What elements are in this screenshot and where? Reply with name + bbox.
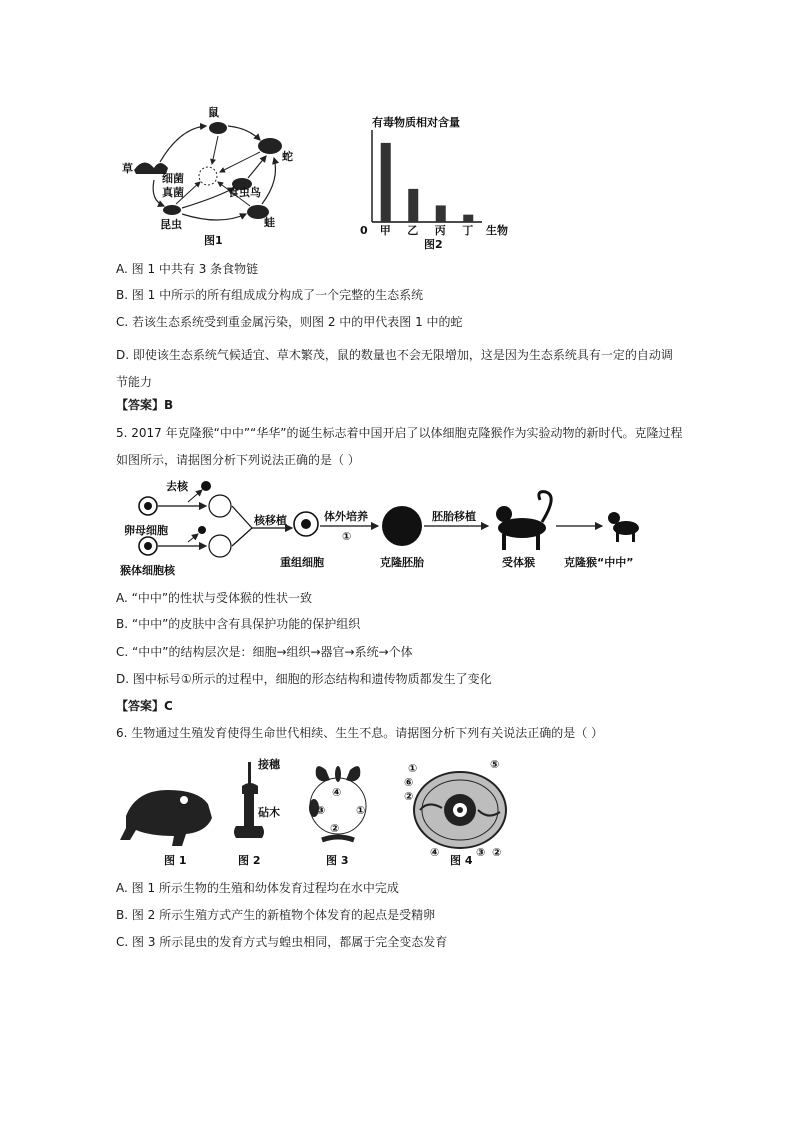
label-rootstock: 砧木 bbox=[258, 806, 280, 819]
label-mouse: 鼠 bbox=[208, 106, 219, 119]
reproduction-figures bbox=[120, 756, 530, 868]
label-scion: 接穗 bbox=[258, 758, 280, 771]
q5-option-c: C. “中中”的结构层次是：细胞→组织→器官→系统→个体 bbox=[116, 645, 413, 659]
q6-option-b: B. 图 2 所示生殖方式产生的新植物个体发育的起点是受精卵 bbox=[116, 908, 436, 922]
label-insect: 昆虫 bbox=[160, 218, 182, 231]
tick-label-0: 甲 bbox=[379, 224, 391, 237]
svg-text:④: ④ bbox=[430, 846, 440, 859]
bird-egg-figure bbox=[404, 758, 506, 859]
label-recombinant-cell: 重组细胞 bbox=[280, 556, 324, 569]
fig2-caption: 图2 bbox=[424, 238, 443, 250]
fig3-label: 图 3 bbox=[326, 854, 349, 867]
label-egg-cell: 卵母细胞 bbox=[124, 524, 168, 537]
tick-label-2: 丙 bbox=[434, 224, 446, 237]
tick-label-1: 乙 bbox=[407, 224, 419, 237]
bar-0 bbox=[381, 143, 391, 222]
decomposer-shape bbox=[199, 167, 217, 185]
q4-option-b: B. 图 1 中所示的所有组成成分构成了一个完整的生态系统 bbox=[116, 288, 424, 302]
q5-answer: 【答案】C bbox=[116, 699, 173, 713]
label-bacteria: 细菌 bbox=[162, 172, 184, 185]
q6-option-a: A. 图 1 所示生物的生殖和幼体发育过程均在水中完成 bbox=[116, 881, 399, 895]
label-bird: 食虫鸟 bbox=[228, 186, 261, 199]
snake-shape bbox=[258, 138, 282, 154]
fig1-label: 图 1 bbox=[164, 854, 187, 867]
q5-stem: 5. 2017 年克隆猴“中中”“华华”的诞生标志着中国开启了以体细胞克隆猴作为实验动物的新时代。克隆过程如图所示，请据图分析下列说法正确的是（ ） bbox=[116, 426, 683, 467]
q5-option-b: B. “中中”的皮肤中含有具保护功能的保护组织 bbox=[116, 617, 361, 631]
label-frog: 蛙 bbox=[264, 216, 275, 229]
svg-text:①: ① bbox=[356, 804, 366, 817]
q5-option-a: A. “中中”的性状与受体猴的性状一致 bbox=[116, 591, 313, 605]
svg-text:④: ④ bbox=[332, 786, 342, 799]
food-web-diagram bbox=[120, 100, 310, 248]
bar-2 bbox=[436, 205, 446, 222]
q4-option-d: D. 即使该生态系统气候适宜、草木繁茂，鼠的数量也不会无限增加，这是因为生态系统具有一定的自动调节能力 bbox=[116, 348, 673, 389]
svg-text:⑤: ⑤ bbox=[490, 758, 500, 771]
q4-answer: 【答案】B bbox=[116, 398, 174, 412]
insect-life-cycle-figure bbox=[309, 766, 366, 840]
q6-stem: 6. 生物通过生殖发育使得生命世代相续、生生不息。请据图分析下列有关说法正确的是（ ） bbox=[116, 726, 604, 740]
tick-label-3: 丁 bbox=[462, 224, 474, 237]
label-remove-nucleus: 去核 bbox=[166, 480, 188, 493]
fig1-caption: 图1 bbox=[204, 234, 223, 247]
label-recipient: 受体猴 bbox=[502, 556, 535, 569]
svg-text:②: ② bbox=[492, 846, 502, 859]
label-grass: 草 bbox=[122, 162, 133, 175]
chart-origin: 0 bbox=[360, 224, 368, 237]
q4-option-c: C. 若该生态系统受到重金属污染，则图 2 中的甲代表图 1 中的蛇 bbox=[116, 315, 463, 329]
insect-shape bbox=[163, 205, 181, 215]
enucleated-cell-shape bbox=[209, 495, 231, 517]
label-fungi: 真菌 bbox=[162, 186, 184, 199]
frog-figure bbox=[120, 790, 212, 846]
svg-text:⑥: ⑥ bbox=[404, 776, 414, 789]
chart-ylabel: 有毒物质相对含量 bbox=[372, 116, 460, 129]
bar-1 bbox=[408, 189, 418, 222]
q5-option-d: D. 图中标号①所示的过程中，细胞的形态结构和遗传物质都发生了变化 bbox=[116, 672, 492, 686]
fig4-label: 图 4 bbox=[450, 854, 473, 867]
recipient-monkey-shape bbox=[496, 492, 551, 550]
svg-text:①: ① bbox=[408, 762, 418, 775]
svg-text:③: ③ bbox=[316, 804, 326, 817]
mouse-shape bbox=[209, 122, 227, 134]
label-circle-1: ① bbox=[342, 530, 352, 543]
label-snake: 蛇 bbox=[282, 150, 293, 163]
label-culture: 体外培养 bbox=[324, 510, 368, 523]
label-nuclear-transfer: 核移植 bbox=[254, 514, 287, 527]
q6-option-c: C. 图 3 所示昆虫的发育方式与蝗虫相同，都属于完全变态发育 bbox=[116, 935, 448, 949]
q4-option-a: A. 图 1 中共有 3 条食物链 bbox=[116, 262, 259, 276]
chart-xlabel: 生物 bbox=[486, 224, 508, 237]
toxin-bar-chart bbox=[358, 112, 518, 250]
nucleus-removed-shape bbox=[201, 481, 211, 491]
cloned-embryo-shape bbox=[382, 506, 422, 546]
clone-monkey-shape bbox=[608, 512, 639, 542]
label-clone: 克隆猴“中中” bbox=[564, 556, 634, 569]
grafting-figure bbox=[234, 762, 264, 838]
cloning-process-diagram bbox=[118, 476, 658, 584]
label-somatic-nucleus: 猴体细胞核 bbox=[120, 564, 175, 577]
svg-text:②: ② bbox=[330, 822, 340, 835]
label-cloned-embryo: 克隆胚胎 bbox=[380, 556, 424, 569]
fig2-label: 图 2 bbox=[238, 854, 261, 867]
label-embryo-transfer: 胚胎移植 bbox=[432, 510, 476, 523]
svg-text:②: ② bbox=[404, 790, 414, 803]
svg-text:③: ③ bbox=[476, 846, 486, 859]
bar-3 bbox=[463, 215, 473, 222]
